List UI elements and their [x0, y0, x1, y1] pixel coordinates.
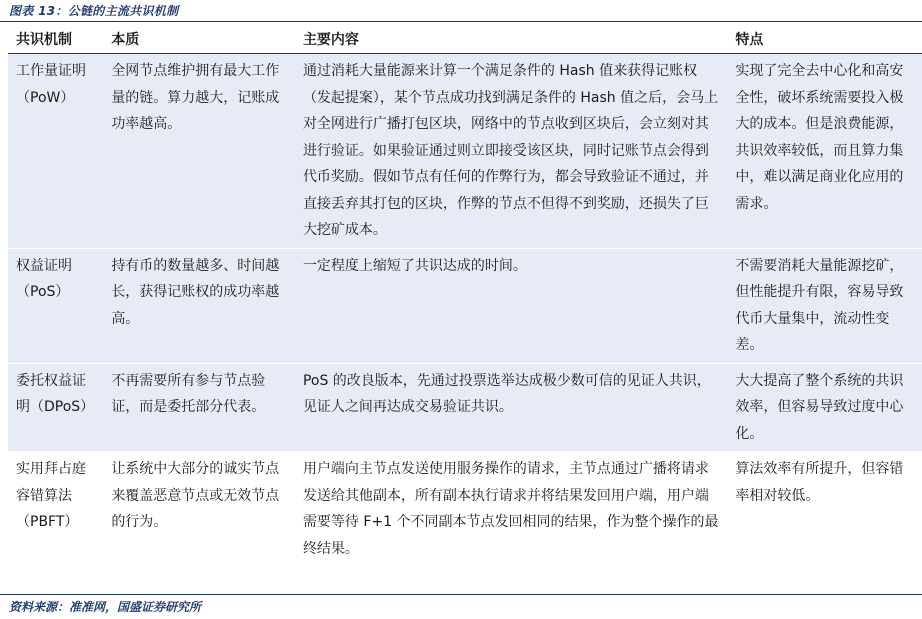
cell-essence: 让系统中大部分的诚实节点来覆盖恶意节点或无效节点的行为。: [103, 452, 295, 567]
table-row-pow: [8, 54, 922, 249]
source-note: 资料来源：准准网，国盛证券研究所: [9, 600, 202, 614]
caption-divider: [0, 21, 922, 22]
cell-mechanism: 委托权益证明（DPoS）: [8, 363, 103, 452]
table-row-pbft: [8, 452, 922, 567]
cell-features: 算法效率有所提升，但容错率相对较低。: [727, 452, 922, 567]
consensus-table: [8, 25, 922, 567]
header-content: 主要内容: [295, 25, 727, 54]
header-mechanism: 共识机制: [8, 25, 103, 54]
cell-content: 一定程度上缩短了共识达成的时间。: [295, 248, 727, 363]
header-essence: 本质: [103, 25, 295, 54]
cell-mechanism: 实用拜占庭容错算法（PBFT）: [8, 452, 103, 567]
cell-features: 不需要消耗大量能源挖矿，但性能提升有限，容易导致代币大量集中，流动性变差。: [727, 248, 922, 363]
cell-essence: 持有币的数量越多、时间越长，获得记账权的成功率越高。: [103, 248, 295, 363]
table-row-dpos: [8, 363, 922, 452]
cell-content: 通过消耗大量能源来计算一个满足条件的 Hash 值来获得记账权（发起提案），某个节点成功找到满足条件的 Hash 值之后，会马上对全网进行广播打包区块，网络中的节点收到区块后，会立刻对其进行验证。如果验证通过则立即接受该区块，同时记账节点会得到代币奖励。假如节点有任何的作弊行为，都会导致验证不通过，并直接丢弃其打包的区块，作弊的节点不但得不到奖励，还损失了巨大挖矿成本。: [295, 54, 727, 249]
header-features: 特点: [727, 25, 922, 54]
cell-content: 用户端向主节点发送使用服务操作的请求，主节点通过广播将请求发送给其他副本，所有副本执行请求并将结果发回用户端，用户端需要等待 F+1 个不同副本节点发回相同的结果，作为整个操作的最终结果。: [295, 452, 727, 567]
cell-features: 实现了完全去中心化和高安全性，破坏系统需要投入极大的成本。但是浪费能源，共识效率较低，而且算力集中，难以满足商业化应用的需求。: [727, 54, 922, 249]
footer-divider: [0, 594, 922, 595]
cell-mechanism: 权益证明（PoS）: [8, 248, 103, 363]
table-header-row: [8, 25, 922, 54]
cell-mechanism: 工作量证明（PoW）: [8, 54, 103, 249]
cell-essence: 不再需要所有参与节点验证，而是委托部分代表。: [103, 363, 295, 452]
table-row-pos: [8, 248, 922, 363]
cell-essence: 全网节点维护拥有最大工作量的链。算力越大，记账成功率越高。: [103, 54, 295, 249]
cell-features: 大大提高了整个系统的共识效率，但容易导致过度中心化。: [727, 363, 922, 452]
figure-caption: 图表 13：公链的主流共识机制: [9, 4, 179, 18]
cell-content: PoS 的改良版本，先通过投票选举达成极少数可信的见证人共识，见证人之间再达成交易验证共识。: [295, 363, 727, 452]
